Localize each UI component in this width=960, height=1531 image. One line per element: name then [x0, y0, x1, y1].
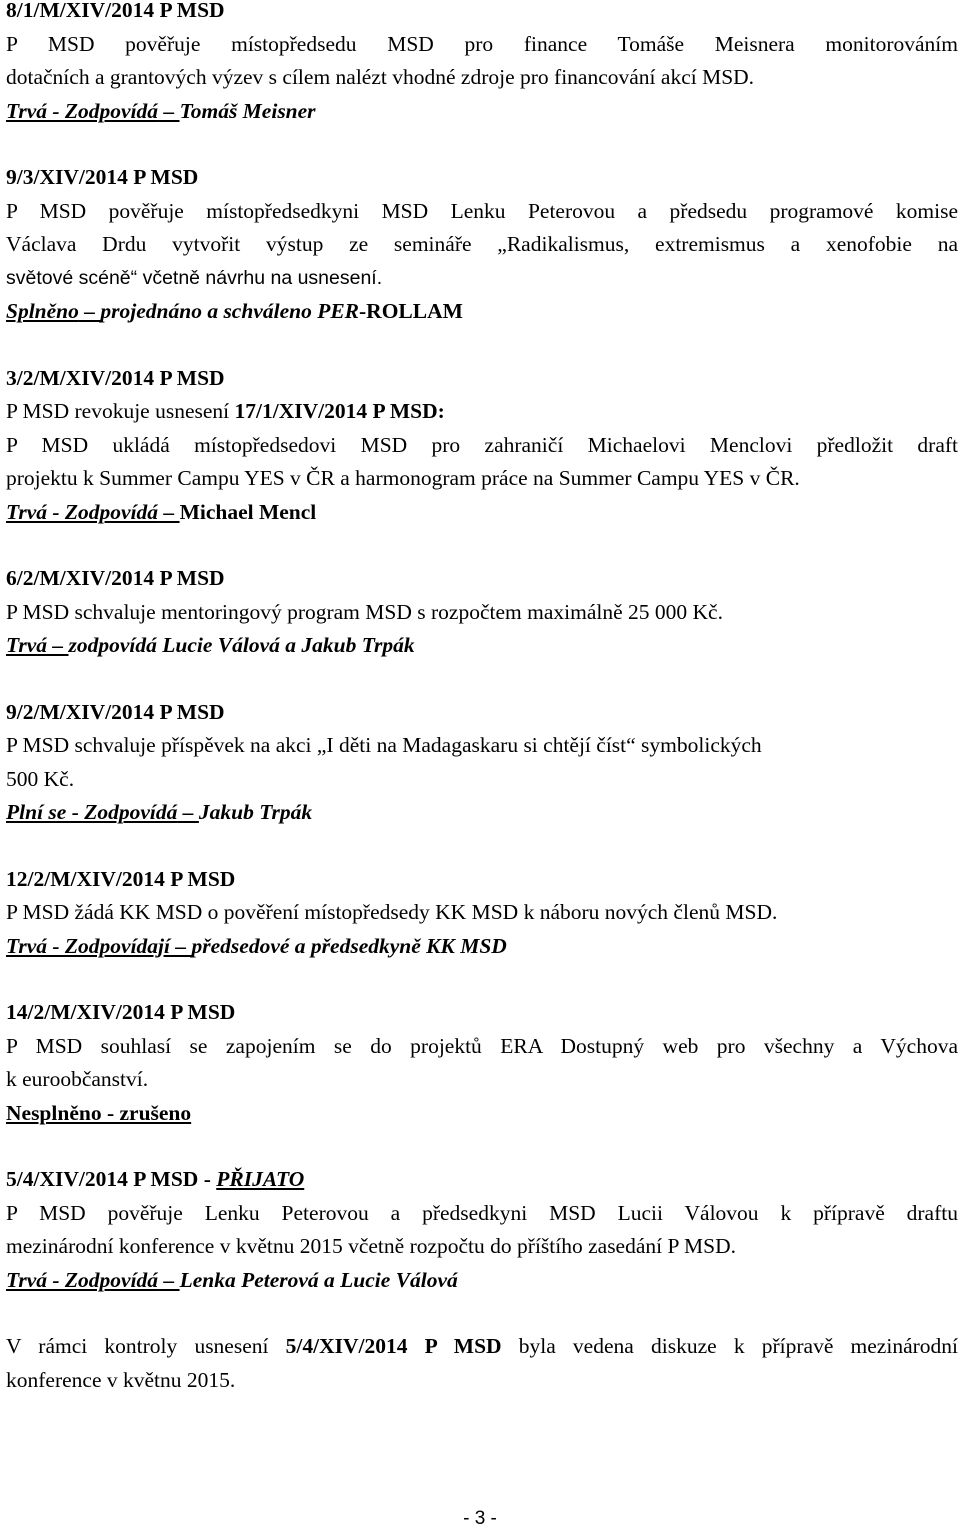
status-badge: PŘIJATO — [216, 1167, 305, 1191]
resolution-id: 9/3/XIV/2014 P MSD — [6, 165, 199, 189]
resolution-text-line: P MSD schvaluje mentoringový program MSD s rozpočtem maximálně 25 000 Kč. — [6, 599, 723, 624]
closing-paragraph — [6, 1330, 958, 1397]
resolution-id: 8/1/M/XIV/2014 P MSD — [6, 0, 225, 22]
resolution-text-line: mezinárodní konference v květnu 2015 včetně rozpočtu do příštího zasedání P MSD. — [6, 1234, 737, 1258]
resolution-id: 12/2/M/XIV/2014 P MSD — [6, 866, 236, 891]
resolution-text-line: P MSD revokuje usnesení 17/1/XIV/2014 P MSD: — [6, 399, 445, 423]
closing-text-line: konference v květnu 2015. — [6, 1367, 236, 1392]
resolution-status: Trvá - Zodpovídají – předsedové a předsedkyně KK MSD — [6, 933, 507, 958]
document-page — [6, 0, 958, 1430]
resolution-id: 5/4/XIV/2014 P MSD - PŘIJATO — [6, 1167, 305, 1191]
resolution-text-line: projektu k Summer Campu YES v ČR a harmonogram práce na Summer Campu YES v ČR. — [6, 466, 800, 490]
closing-text-line: V rámci kontroly usnesení 5/4/XIV/2014 P MSD byla vedena diskuze k přípravě mezinárodní — [6, 1334, 958, 1358]
resolution-text-line: 500 Kč. — [6, 766, 75, 791]
resolution-12-2 — [6, 863, 958, 964]
resolution-id: 14/2/M/XIV/2014 P MSD — [6, 1000, 236, 1024]
resolution-text-line: P MSD souhlasí se zapojením se do projektů ERA Dostupný web pro všechny a Výchova — [6, 1033, 958, 1058]
resolution-text-line: P MSD schvaluje příspěvek na akci „I děti na Madagaskaru si chtějí číst“ symbolických — [6, 733, 762, 757]
resolution-text-line: P MSD žádá KK MSD o pověření místopředsedy KK MSD k náboru nových členů MSD. — [6, 900, 778, 924]
resolution-9-2 — [6, 696, 958, 830]
resolution-status: Trvá - Zodpovídá – Michael Mencl — [6, 499, 317, 524]
resolution-3-2 — [6, 362, 958, 530]
resolution-text-line: P MSD pověřuje Lenku Peterovou a předsedkyni MSD Lucii Válovou k přípravě draftu — [6, 1200, 958, 1225]
resolution-text-line: dotačních a grantových výzev s cílem nalézt vhodné zdroje pro financování akcí MSD. — [6, 65, 755, 89]
resolution-14-2 — [6, 996, 958, 1130]
resolution-status: Trvá - Zodpovídá – Tomáš Meisner — [6, 98, 316, 123]
page-number: - 3 - — [463, 1508, 497, 1529]
resolution-status: Nesplněno - zrušeno — [6, 1100, 192, 1125]
resolution-status: Splněno – projednáno a schváleno PER-ROLLAM — [6, 299, 463, 323]
resolution-text-line: P MSD pověřuje místopředsedkyni MSD Lenku Peterovou a předsedu programové komise — [6, 198, 958, 223]
resolution-status: Trvá – zodpovídá Lucie Válová a Jakub Trpák — [6, 633, 415, 657]
resolution-id: 3/2/M/XIV/2014 P MSD — [6, 365, 225, 390]
resolution-6-2 — [6, 562, 958, 663]
resolution-8-1 — [6, 0, 958, 128]
resolution-id: 6/2/M/XIV/2014 P MSD — [6, 566, 225, 590]
resolution-status: Plní se - Zodpovídá – Jakub Trpák — [6, 800, 313, 824]
resolution-text-line: Václava Drdu vytvořit výstup ze semináře „Radikalismus, extremismus a xenofobie na — [6, 232, 958, 256]
resolution-text-line: P MSD pověřuje místopředsedu MSD pro finance Tomáše Meisnera monitorováním — [6, 31, 958, 56]
resolution-text-line: P MSD ukládá místopředsedovi MSD pro zahraničí Michaelovi Menclovi předložit draft — [6, 432, 958, 457]
resolution-status: Trvá - Zodpovídá – Lenka Peterová a Lucie Válová — [6, 1267, 458, 1292]
resolution-id: 9/2/M/XIV/2014 P MSD — [6, 699, 225, 724]
resolution-5-4 — [6, 1163, 958, 1297]
resolution-text-line: k euroobčanství. — [6, 1067, 149, 1091]
resolution-text-line: světové scéně“ včetně návrhu na usnesení. — [6, 266, 383, 289]
resolution-9-3 — [6, 161, 958, 329]
